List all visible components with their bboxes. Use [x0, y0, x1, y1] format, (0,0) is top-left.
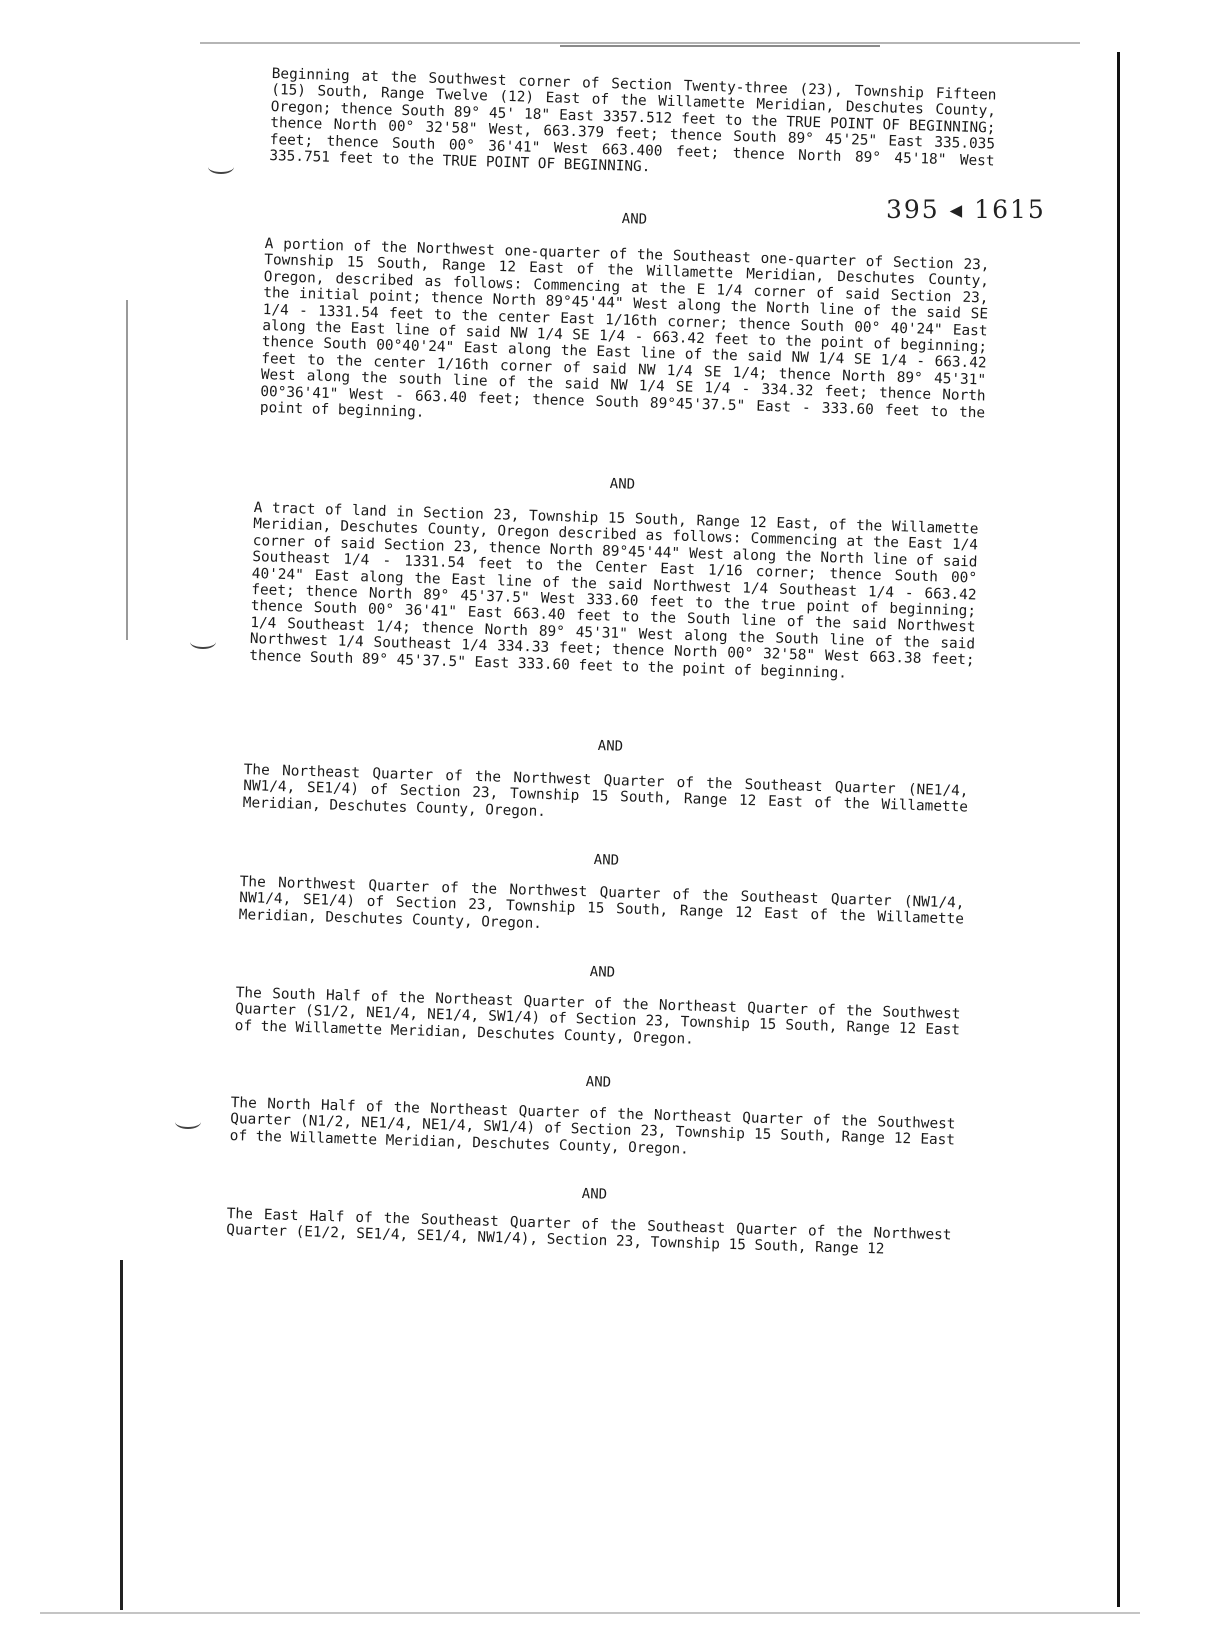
scan-edge-bottom [40, 1612, 1140, 1614]
book-page-stamp: 395 ◂ 1615 [886, 195, 1046, 224]
and-separator: AND [589, 964, 616, 981]
scan-edge-top-dark [560, 45, 880, 47]
binder-hole-mark [208, 160, 234, 174]
and-separator: AND [593, 852, 620, 869]
legal-description-paragraph-7: The North Half of the Northeast Quarter of the Northeast Quarter of the Southwest Quarter (N1/2, NE1/4, NE1/4, SW1/4) of Section 23, Township 15 South, Range 12 East of the Willamette Meridian, Deschutes County, Oregon. [229, 1095, 956, 1158]
legal-description-paragraph-1: Beginning at the Southwest corner of Section Twenty-three (23), Township Fifteen (15) South, Range Twelve (12) East of the Willamette Meridian, Deschutes County, Oregon; thence South 89° 45' 18" East 3357.512 feet to the TRUE POINT OF BEGINNING; thence North 00° 32'58" West, 663.379 feet; thence South 89° 45'25" East 335.035 feet; thence South 00° 36'41" West 663.400 feet; thence North 89° 45'18" West 335.751 feet to the TRUE POINT OF BEGINNING. [269, 66, 997, 176]
and-separator: AND [597, 738, 624, 755]
and-separator: AND [581, 1186, 608, 1203]
binder-hole-mark [190, 635, 216, 649]
legal-description-paragraph-6: The South Half of the Northeast Quarter of the Northeast Quarter of the Southwest Quarter (S1/2, NE1/4, NE1/4, SW1/4) of Section 23, Township 15 South, Range 12 East of the Willamette Meridian, Deschutes County, Oregon. [234, 985, 961, 1048]
legal-description-paragraph-5: The Northwest Quarter of the Northwest Quarter of the Southeast Quarter (NW1/4, NW1/4, SE1/4) of Section 23, Township 15 South, Range 12 East of the Willamette Meridian, Deschutes County, Oregon. [238, 874, 965, 932]
left-margin-rule-faint [126, 300, 128, 640]
legal-description-paragraph-4: The Northeast Quarter of the Northwest Quarter of the Southeast Quarter (NE1/4, NW1/4, SE1/4) of Section 23, Township 15 South, Range 12 East of the Willamette Meridian, Deschutes County, Oregon. [242, 762, 969, 820]
legal-description-paragraph-3: A tract of land in Section 23, Township 15 South, Range 12 East, of the Willamette Meridian, Deschutes County, Oregon described as follows: Commencing at the East 1/4 corner of said Section 23, thence North 89°45'44" West along the North line of said Southeast 1/4 - 1331.54 feet to the Center East 1/16 corner; thence South 00° 40'24" East along the East line of the said Northwest 1/4 Southeast 1/4 - 663.42 feet; thence North 89° 45'37.5" West 333.60 feet to the true point of beginning; thence South 00° 36'41" East 663.40 feet to the South line of the said Northwest 1/4 Southeast 1/4; thence North 89° 45'31" West along the South line of the said Northwest 1/4 Southeast 1/4 334.33 feet; thence North 00° 32'58" West 663.38 feet; thence South 89° 45'37.5" East 333.60 feet to the point of beginning. [249, 500, 979, 682]
scan-edge-top [200, 42, 1080, 44]
binder-hole-mark [175, 1115, 201, 1129]
and-separator: AND [621, 211, 648, 228]
and-separator: AND [585, 1074, 612, 1091]
legal-description-paragraph-8: The East Half of the Southeast Quarter of the Southeast Quarter of the Northwest Quarter (E1/2, SE1/4, SE1/4, NW1/4), Section 23, Township 15 South, Range 12 [226, 1206, 952, 1258]
left-margin-rule [120, 1260, 123, 1610]
legal-description-paragraph-2: A portion of the Northwest one-quarter of the Southeast one-quarter of Section 23, Township 15 South, Range 12 East of the Willamette Meridian, Deschutes County, Oregon, described as follows: Commencing at the E 1/4 corner of said Section 23, the initial point; thence North 89°45'44" West along the North line of the said SE 1/4 - 1331.54 feet to the center East 1/16th corner; thence South 00° 40'24" East along the East line of said NW 1/4 SE 1/4 - 663.42 feet to the point of beginning; thence South 00°40'24" East along the East line of the said NW 1/4 SE 1/4 - 663.42 feet to the center 1/16th corner of said NW 1/4 SE 1/4; thence North 89° 45'31" West along the south line of the said NW 1/4 SE 1/4 - 334.32 feet; thence North 00°36'41" West - 663.40 feet; thence South 89°45'37.5" East - 333.60 feet to the point of beginning. [259, 236, 990, 422]
and-separator: AND [609, 476, 636, 493]
right-margin-rule [1117, 52, 1120, 1607]
